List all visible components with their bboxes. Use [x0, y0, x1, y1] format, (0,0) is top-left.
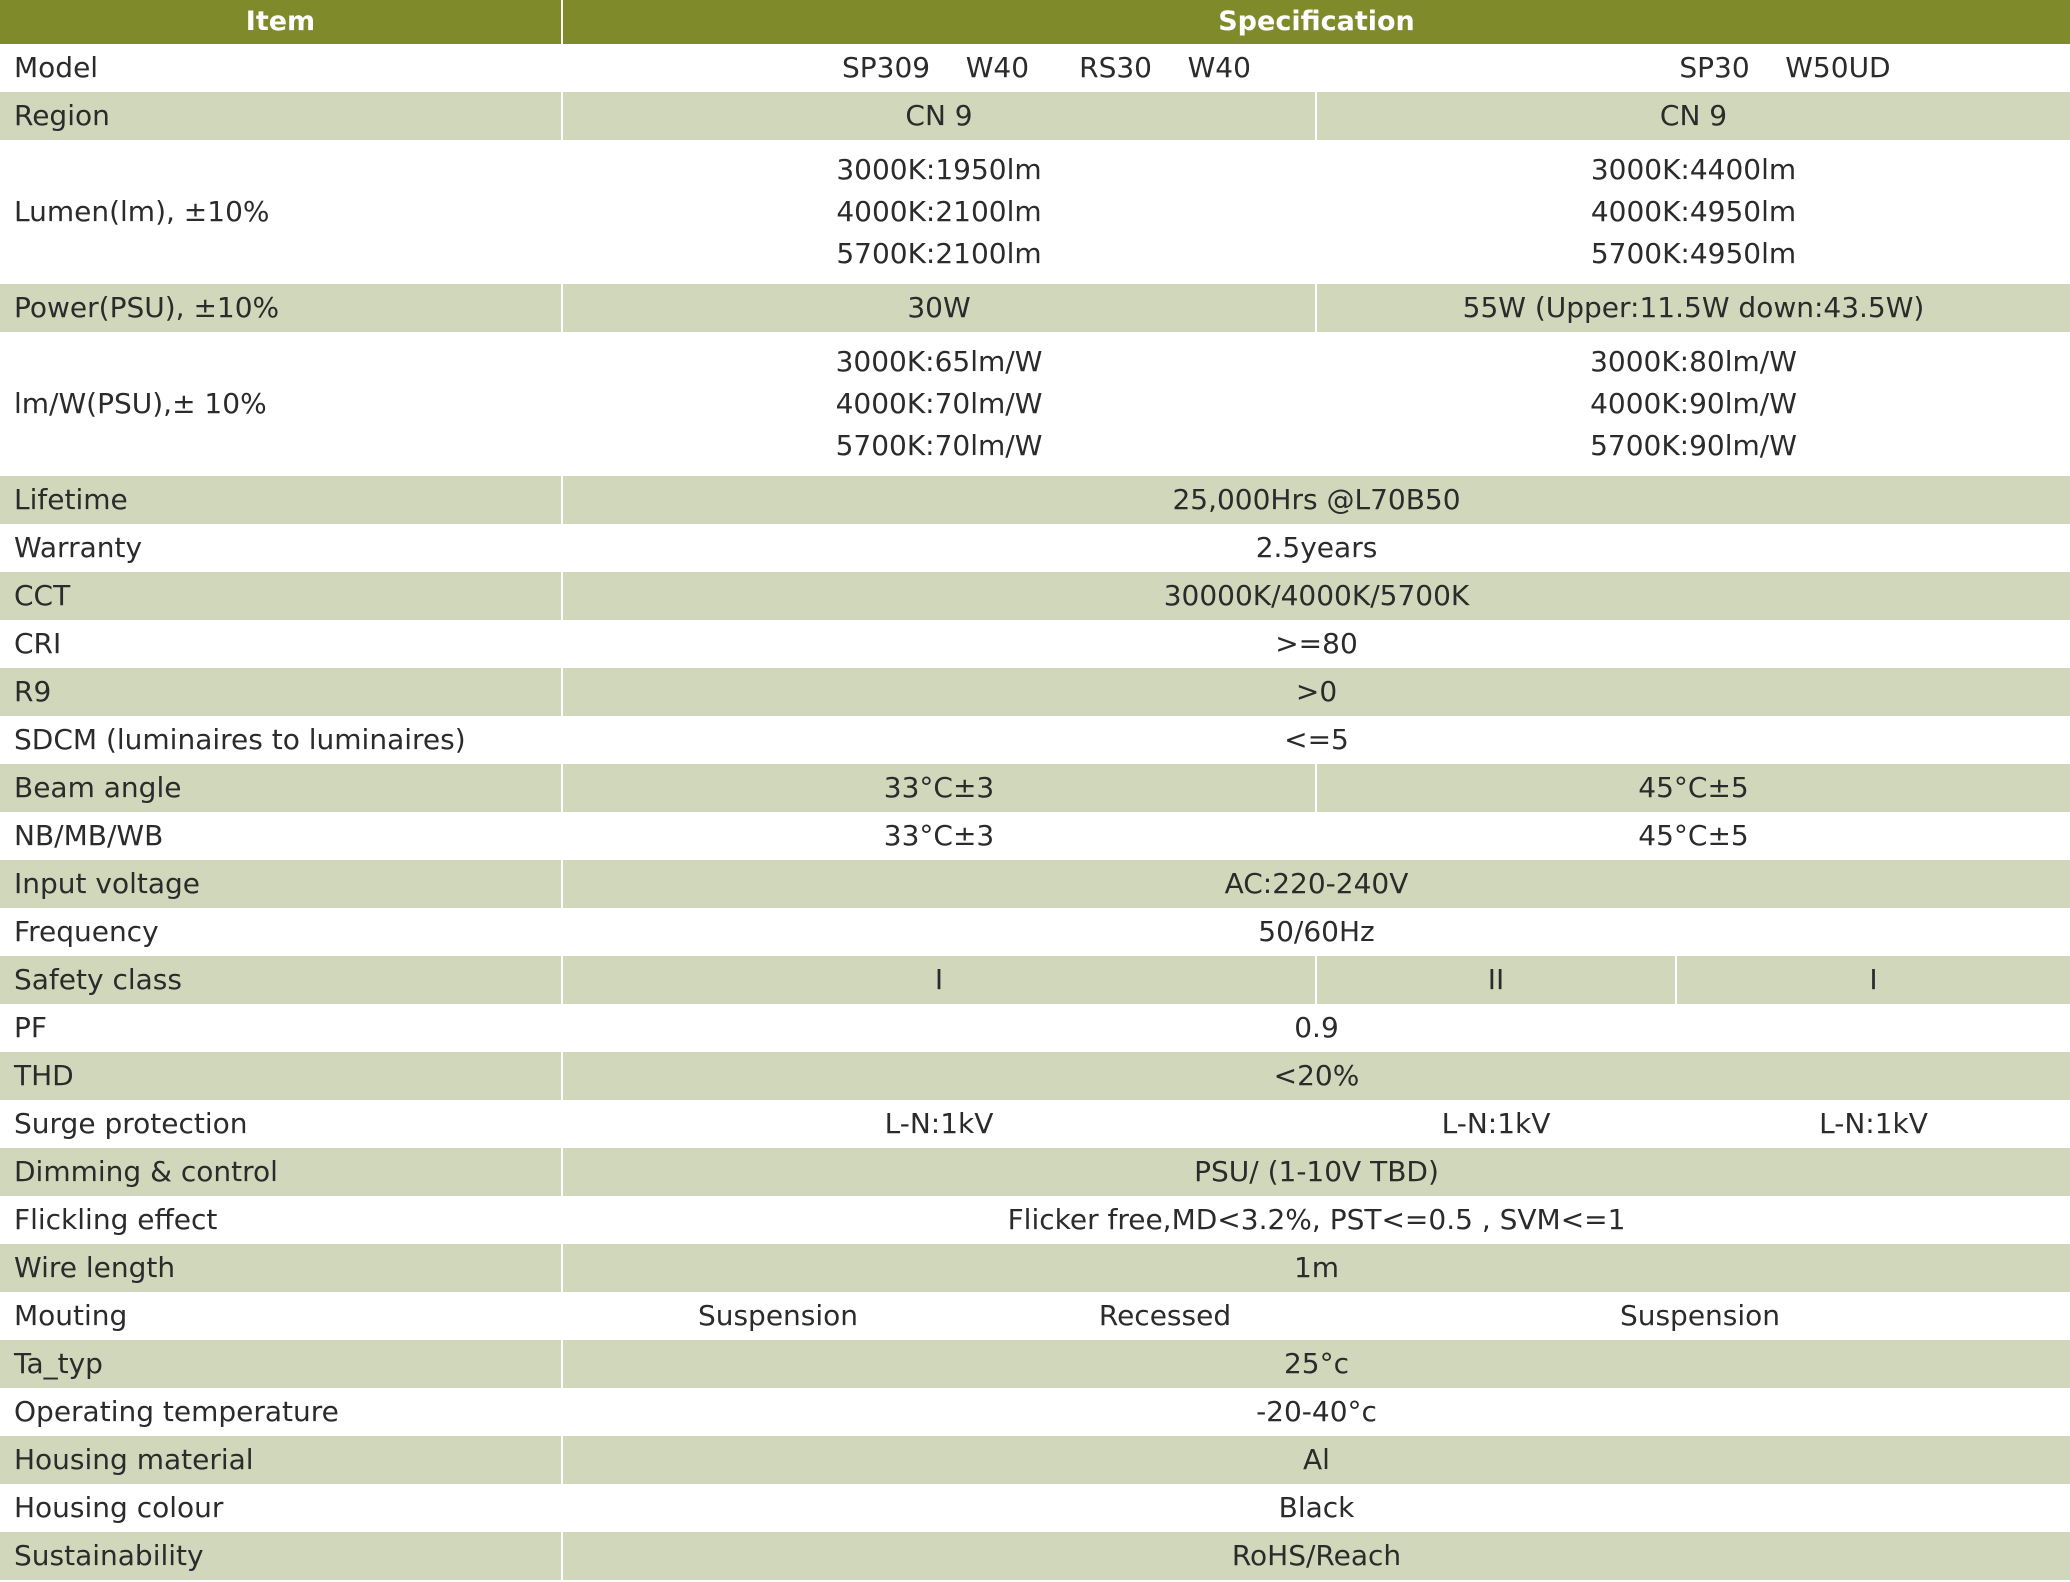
spec-value — [563, 140, 1315, 293]
spec-value: 50/60Hz — [1258, 915, 1375, 948]
spec-value — [1317, 140, 2070, 293]
table-row — [0, 1532, 2070, 1580]
spec-value: Recessed — [1098, 1299, 1232, 1332]
spec-value: 25,000Hrs @L70B50 — [1172, 483, 1461, 516]
spec-value: Black — [1278, 1491, 1355, 1524]
spec-value: AC:220-240V — [1224, 867, 1409, 900]
row-label: SDCM (luminaires to luminaires) — [14, 723, 466, 756]
spec-value: Suspension — [697, 1299, 859, 1332]
spec-value: >=80 — [1275, 627, 1358, 660]
spec-value: 33°C±3 — [883, 771, 995, 804]
spec-value: Al — [1303, 1443, 1330, 1476]
row-label: lm/W(PSU),± 10% — [14, 387, 267, 420]
cell-line: 5700K:90lm/W — [1590, 429, 1797, 462]
cell-line: 5700K:2100lm — [836, 237, 1042, 270]
spec-value: <=5 — [1284, 723, 1349, 756]
row-label: CCT — [14, 579, 71, 612]
spec-value: 1m — [1293, 1251, 1340, 1284]
row-label: Lumen(lm), ±10% — [14, 195, 270, 228]
spec-value: 25°c — [1283, 1347, 1350, 1380]
row-label: Ta_typ — [14, 1347, 103, 1380]
table-row — [0, 1244, 2070, 1292]
table-row — [0, 572, 2070, 620]
row-label: Input voltage — [14, 867, 201, 900]
spec-value: 30000K/4000K/5700K — [1163, 579, 1470, 612]
table-row — [0, 812, 2070, 860]
spec-value: Suspension — [1619, 1299, 1781, 1332]
spec-value: L-N:1kV — [1441, 1107, 1551, 1140]
row-label: Housing colour — [14, 1491, 224, 1524]
row-label: Dimming & control — [14, 1155, 278, 1188]
cell-line: 4000K:90lm/W — [1590, 387, 1797, 420]
spec-value: >0 — [1295, 675, 1338, 708]
spec-value: L-N:1kV — [884, 1107, 994, 1140]
row-label: Region — [14, 99, 110, 132]
row-label: CRI — [14, 627, 62, 660]
row-label: Sustainability — [14, 1539, 204, 1572]
spec-value: SP30 W50UD — [1679, 51, 1891, 84]
table-row — [0, 1292, 2070, 1340]
table-row — [0, 44, 2070, 92]
spec-value — [563, 332, 1315, 485]
row-label: Lifetime — [14, 483, 128, 516]
table-row — [0, 476, 2070, 524]
row-label: Housing material — [14, 1443, 254, 1476]
row-label: Warranty — [14, 531, 143, 564]
cell-line: 5700K:70lm/W — [835, 429, 1043, 462]
item-column-header: Item — [245, 6, 316, 37]
row-label: Beam angle — [14, 771, 182, 804]
row-label: Power(PSU), ±10% — [14, 291, 280, 324]
cell-line: 3000K:4400lm — [1590, 153, 1797, 186]
table-row — [0, 1100, 2070, 1148]
table-row — [0, 908, 2070, 956]
spec-value: Flicker free,MD<3.2%, PST<=0.5 , SVM<=1 — [1007, 1203, 1626, 1236]
spec-value: RS30 W40 — [1079, 51, 1251, 84]
row-label: Mouting — [14, 1299, 128, 1332]
table-row — [0, 1340, 2070, 1388]
spec-value: RoHS/Reach — [1231, 1539, 1402, 1572]
spec-value: 45°C±5 — [1638, 819, 1749, 852]
cell-line: 5700K:4950lm — [1590, 237, 1797, 270]
cell-line: 4000K:4950lm — [1590, 195, 1797, 228]
row-label: Model — [14, 51, 99, 84]
spec-value: 55W (Upper:11.5W down:43.5W) — [1462, 291, 1925, 324]
table-row — [0, 668, 2070, 716]
table-row — [0, 92, 2070, 140]
row-label: Operating temperature — [14, 1395, 339, 1428]
row-label: THD — [14, 1059, 74, 1092]
row-label: Surge protection — [14, 1107, 248, 1140]
table-row — [0, 1388, 2070, 1436]
table-row — [0, 620, 2070, 668]
table-row — [0, 524, 2070, 572]
cell-line: 4000K:2100lm — [836, 195, 1042, 228]
table-header — [0, 0, 2070, 44]
spec-value — [1317, 332, 2070, 485]
cell-line: 3000K:80lm/W — [1590, 345, 1797, 378]
table-row — [0, 860, 2070, 908]
spec-value: 2.5years — [1255, 531, 1378, 564]
spec-value: II — [1487, 963, 1505, 996]
spec-value: SP309 W40 — [841, 51, 1030, 84]
spec-value: 30W — [907, 291, 971, 324]
spec-value: PSU/ (1-10V TBD) — [1194, 1155, 1439, 1188]
spec-value: CN 9 — [1659, 99, 1728, 132]
row-label: Flickling effect — [14, 1203, 218, 1236]
spec-value: L-N:1kV — [1819, 1107, 1928, 1140]
spec-value: 0.9 — [1294, 1011, 1339, 1044]
row-label: PF — [14, 1011, 47, 1044]
table-row — [0, 956, 2070, 1004]
specification-column-header: Specification — [1218, 6, 1415, 37]
spec-value: I — [934, 963, 944, 996]
table-row — [0, 764, 2070, 812]
table-row — [0, 1004, 2070, 1052]
spec-value: -20-40°c — [1256, 1395, 1377, 1428]
spec-value: I — [1869, 963, 1878, 996]
table-row — [0, 1148, 2070, 1196]
table-row — [0, 140, 2070, 284]
spec-value: 45°C±5 — [1638, 771, 1749, 804]
row-label: NB/MB/WB — [14, 819, 164, 852]
cell-line: 3000K:1950lm — [836, 153, 1042, 186]
table-row — [0, 716, 2070, 764]
row-label: Wire length — [14, 1251, 176, 1284]
spec-value: CN 9 — [905, 99, 973, 132]
row-label: R9 — [14, 675, 52, 708]
cell-line: 3000K:65lm/W — [835, 345, 1043, 378]
table-row — [0, 1196, 2070, 1244]
table-row — [0, 1484, 2070, 1532]
cell-line: 4000K:70lm/W — [835, 387, 1043, 420]
row-label: Safety class — [14, 963, 182, 996]
spec-value: 33°C±3 — [883, 819, 995, 852]
table-row — [0, 332, 2070, 476]
row-label: Frequency — [14, 915, 159, 948]
spec-value: <20% — [1273, 1059, 1360, 1092]
table-row — [0, 1436, 2070, 1484]
table-row — [0, 284, 2070, 332]
table-row — [0, 1052, 2070, 1100]
